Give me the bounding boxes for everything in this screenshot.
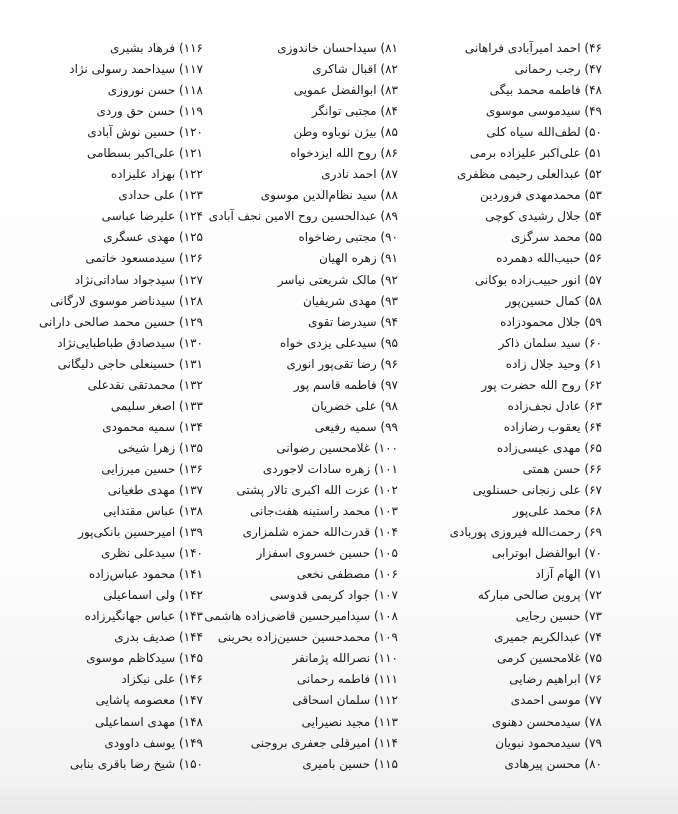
list-item: ۵۱) علی‌اکبر علیزاده برمی [469,146,602,161]
list-item: ۱۴۱) محمود عباس‌زاده [88,567,203,582]
list-item: ۱۰۴) قدرت‌الله حمزه شلمزاری [242,525,398,540]
list-item: ۶۲) روح الله حضرت پور [481,377,602,392]
name-list-column-2 [204,38,398,775]
list-item: ۱۱۷) سیداحمد رسولی نژاد [69,62,203,77]
list-item: ۶۷) علی زنجانی حسنلویی [472,482,602,497]
list-item: ۹۱) زهره الهیان [319,251,398,266]
list-item: ۱۴۸) مهدی اسماعیلی [94,714,203,729]
list-item: ۱۰۲) عزت الله اکبری تالار پشتی [236,482,398,497]
list-item: ۱۴۹) یوسف داوودی [104,735,203,750]
list-item: ۱۳۰) سیدصادق طباطبایی‌نژاد [57,335,203,350]
list-item: ۵۰) لطف‌الله سیاه کلی [486,125,602,140]
list-item: ۱۴۴) صدیف بدری [114,630,203,645]
list-item: ۹۰) مجتبی رضاخواه [298,230,398,245]
list-item: ۱۳۵) زهرا شیخی [117,440,203,455]
list-item: ۱۳۷) مهدی طغیانی [107,482,203,497]
list-item: ۱۱۲) سلمان اسحاقی [292,693,398,708]
list-item: ۶۹) رحمت‌الله فیروزی پوربادی [449,525,602,540]
list-item: ۱۲۶) سیدمسعود خاتمی [85,251,203,266]
list-item: ۱۳۱) حسینعلی حاجی دلیگانی [57,356,203,371]
list-item: ۶۱) وحید جلال زاده [505,356,602,371]
list-item: ۱۰۱) زهره سادات لاجوردی [262,461,398,476]
list-item: ۱۲۷) سیدجواد ساداتی‌نژاد [74,272,203,287]
list-item: ۱۴۲) ولی اسماعیلی [103,588,203,603]
list-item: ۱۰۵) حسین خسروی اسفزار [256,546,398,561]
list-item: ۷۱) الهام آزاد [535,567,602,582]
list-item: ۱۲۳) علی حدادی [118,188,203,203]
list-item: ۸۷) احمد نادری [321,167,398,182]
list-item: ۱۳۴) سمیه محمودی [102,419,203,434]
list-item: ۹۴) سیدرضا تقوی [308,314,398,329]
list-item: ۴۸) فاطمه محمد بیگی [489,83,602,98]
list-item: ۱۴۵) سیدکاظم موسوی [86,651,203,666]
list-item: ۵۳) محمدمهدی فروردین [479,188,602,203]
list-item: ۸۱) سیداحسان خاندوزی [277,41,398,55]
list-item: ۱۲۱) علی‌اکبر بسطامی [86,146,203,161]
list-item: ۱۲۵) مهدی عسگری [103,230,203,245]
list-item: ۱۰۳) محمد راستینه هفت‌جانی [250,504,398,519]
list-item: ۷۲) پروین صالحی مبارکه [477,588,602,603]
list-item: ۱۱۴) امیرقلی جعفری بروجنی [250,735,398,750]
list-item: ۹۶) رضا تقی‌پور انوری [286,356,398,371]
list-item: ۱۰۸) سیدامیرحسین قاضی‌زاده هاشمی [204,609,398,624]
list-item: ۵۷) انور حبیب‌زاده بوکانی [474,272,602,287]
list-item: ۱۴۳) عباس جهانگیرزاده [84,609,203,624]
list-item: ۹۵) سیدعلی یزدی خواه [279,335,398,350]
list-item: ۷۹) سیدمحمود نبویان [495,735,602,750]
list-item: ۱۲۸) سیدناصر موسوی لارگانی [50,293,203,308]
list-item: ۱۲۲) بهزاد علیزاده [110,167,203,182]
list-item: ۱۳۶) حسین میرزایی [101,461,203,476]
list-item: ۱۳۸) عباس مقتدایی [103,504,203,519]
list-item: ۶۶) حسن همتی [522,461,602,476]
list-item: ۷۰) ابوالفضل ابوترابی [491,546,602,561]
list-item: ۹۲) مالک شریعتی نیاسر [277,272,398,287]
list-item: ۱۲۴) علیرضا عباسی [101,209,203,224]
list-item: ۱۱۰) نصرالله پژمانفر [292,651,398,666]
list-item: ۱۱۵) حسین بامیری [302,756,398,771]
list-item: ۸۵) بیژن نوباوه وطن [293,125,398,140]
list-item: ۱۲۰) حسین نوش آبادی [87,125,203,140]
list-item: ۵۵) محمد سرگزی [510,230,602,245]
list-item: ۱۰۹) محمدحسین حسین‌زاده بحرینی [217,630,398,645]
list-item: ۸۸) سید نظام‌الدین موسوی [260,188,398,203]
list-item: ۶۴) یعقوب رضازاده [503,419,602,434]
name-list-column-3 [8,38,203,775]
list-item: ۱۴۷) معصومه پاشایی [95,693,203,708]
list-item: ۶۳) عادل نجف‌زاده [507,398,602,413]
list-item: ۸۳) ابوالفضل عمویی [293,83,398,98]
list-item: ۱۱۸) حسن نوروزی [107,83,203,98]
list-item: ۱۳۲) محمدتقی نقدعلی [87,377,203,392]
list-item: ۵۲) عبدالعلی رحیمی مظفری [457,167,602,182]
list-item: ۴۹) سیدموسی موسوی [485,104,602,119]
list-item: ۸۴) مجتبی توانگر [311,104,398,119]
list-item: ۱۱۹) حسن حق وردی [96,104,203,119]
list-item: ۴۶) احمد امیرآبادی فراهانی [464,41,602,55]
list-item: ۱۰۶) مصطفی نخعی [296,567,398,582]
list-item: ۱۵۰) شیخ رضا باقری بنابی [69,756,203,771]
list-item: ۶۰) سید سلمان ذاکر [498,335,602,350]
list-item: ۷۷) موسی احمدی [510,693,602,708]
list-item: ۶۵) مهدی عیسی‌زاده [496,440,602,455]
list-item: ۱۱۶) فرهاد بشیری [109,41,203,55]
list-item: ۱۴۶) علی نیکزاد [121,672,203,687]
list-item: ۷۴) عبدالکریم جمیری [494,630,602,645]
list-item: ۵۹) جلال محمودزاده [500,314,602,329]
list-item: ۵۶) حبیب‌الله دهمرده [496,251,602,266]
list-item: ۹۹) سمیه رفیعی [314,419,398,434]
list-item: ۱۴۰) سیدعلی نظری [101,546,203,561]
list-item: ۱۱۱) فاطمه رحمانی [296,672,398,687]
list-item: ۷۵) غلامحسین کرمی [496,651,602,666]
list-item: ۷۸) سیدمحسن دهنوی [491,714,602,729]
list-item: ۱۱۳) مجید نصیرایی [301,714,398,729]
list-item: ۹۳) مهدی شریفیان [302,293,398,308]
list-item: ۹۷) فاطمه قاسم پور [293,377,398,392]
list-item: ۵۸) کمال حسین‌پور [505,293,602,308]
list-item: ۸۲) اقبال شاکری [312,62,398,77]
list-item: ۸۰) محسن پیرهادی [504,756,602,771]
list-item: ۴۷) رجب رحمانی [514,62,602,77]
list-item: ۷۶) ابراهیم رضایی [509,672,602,687]
list-item: ۱۳۳) اصغر سلیمی [110,398,203,413]
list-item: ۱۰۰) غلامحسین رضوانی [276,440,398,455]
list-item: ۱۰۷) جواد کریمی قدوسی [269,588,398,603]
list-item: ۵۴) جلال رشیدی کوچی [485,209,602,224]
name-list-column-1 [412,38,602,775]
list-item: ۹۸) علی خضریان [311,398,398,413]
list-item: ۱۲۹) حسین محمد صالحی دارانی [39,314,203,329]
list-item: ۱۳۹) امیرحسین بانکی‌پور [78,525,203,540]
list-item: ۷۳) حسین رجایی [515,609,602,624]
page-bottom-shadow [0,780,678,814]
list-item: ۶۸) محمد علی‌پور [512,504,602,519]
list-item: ۸۶) روح الله ایزدخواه [290,146,398,161]
list-item: ۸۹) عبدالحسین روح الامین نجف آبادی [208,209,398,224]
